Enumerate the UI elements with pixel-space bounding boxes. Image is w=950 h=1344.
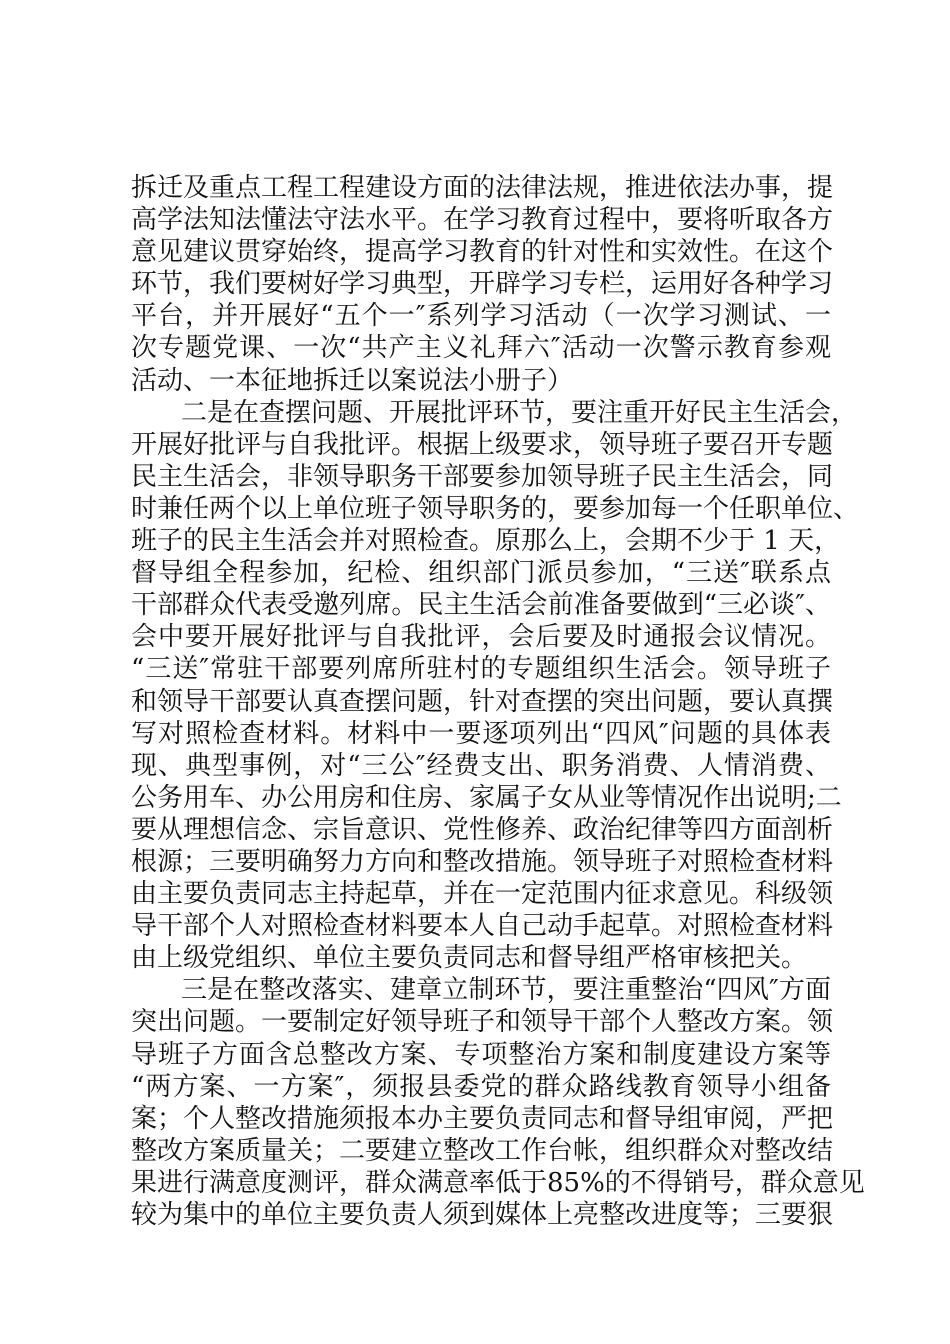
text-line: 环节，我们要树好学习典型，开辟学习专栏，运用好各种学习 <box>131 269 834 300</box>
text-line: 活动、一本征地拆迁以案说法小册子） <box>131 365 574 396</box>
text-line: 民主生活会，非领导职务干部要参加领导班子民主生活会，同 <box>131 461 834 492</box>
text-line: 现、典型事例，对“三公″经费支出、职务消费、人情消费、 <box>131 750 831 781</box>
text-line: 导班子方面含总整改方案、专项整治方案和制度建设方案等 <box>131 1039 831 1070</box>
text-line: 要从理想信念、宗旨意识、党性修养、政治纪律等四方面剖析 <box>131 814 834 845</box>
text-line: “两方案、一方案″，须报县委党的群众路线教育领导小组备 <box>131 1071 831 1102</box>
text-line: 案；个人整改措施须报本办主要负责同志和督导组审阅，严把 <box>131 1103 834 1134</box>
text-line: 二是在查摆问题、开展批评环节，要注重开好民主生活会， <box>181 397 858 428</box>
text-line: 果进行满意度测评，群众满意率低于85%的不得销号，群众意见 <box>131 1167 865 1198</box>
text-line: 开展好批评与自我批评。根据上级要求，领导班子要召开专题 <box>131 429 834 460</box>
paragraph-2 <box>131 397 860 975</box>
paragraph-1 <box>131 172 834 397</box>
text-line: 三是在整改落实、建章立制环节，要注重整治“四风″方面 <box>181 975 831 1006</box>
text-line: 时兼任两个以上单位班子领导职务的，要参加每一个任职单位、 <box>131 493 860 524</box>
text-line: 根源；三要明确努力方向和整改措施。领导班子对照检查材料 <box>131 846 834 877</box>
text-line: 和领导干部要认真查摆问题，针对查摆的突出问题，要认真撰 <box>131 686 834 717</box>
text-line: 由主要负责同志主持起草，并在一定范围内征求意见。科级领 <box>131 879 834 910</box>
text-line: “三送″常驻干部要列席所驻村的专题组织生活会。领导班子 <box>131 654 831 685</box>
text-line: 整改方案质量关；二要建立整改工作台帐，组织群众对整改结 <box>131 1135 834 1166</box>
text-line: 意见建议贯穿始终，提高学习教育的针对性和实效性。在这个 <box>131 237 834 268</box>
text-line: 写对照检查材料。材料中一要逐项列出“四风″问题的具体表 <box>131 718 831 749</box>
document-body <box>131 172 865 1231</box>
text-line: 会中要开展好批评与自我批评，会后要及时通报会议情况。 <box>131 622 831 653</box>
text-line: 高学法知法懂法守法水平。在学习教育过程中，要将听取各方 <box>131 205 834 236</box>
text-line: 次专题党课、一次“共产主义礼拜六″活动一次警示教育参观 <box>131 333 831 364</box>
text-line: 较为集中的单位主要负责人须到媒体上亮整改进度等；三要狠 <box>131 1200 834 1230</box>
text-line: 督导组全程参加，纪检、组织部门派员参加，“三送″联系点 <box>131 558 831 589</box>
text-line: 拆迁及重点工程工程建设方面的法律法规，推进依法办事，提 <box>131 173 834 203</box>
text-line: 平台，并开展好“五个一″系列学习活动（一次学习测试、一 <box>131 301 831 332</box>
paragraph-3 <box>131 974 865 1231</box>
text-line: 干部群众代表受邀列席。民主生活会前准备要做到“三必谈″、 <box>131 590 831 621</box>
text-line: 突出问题。一要制定好领导班子和领导干部个人整改方案。领 <box>131 1007 834 1038</box>
text-line: 公务用车、办公用房和住房、家属子女从业等情况作出说明;二 <box>131 782 842 813</box>
text-line: 班子的民主生活会并对照检查。原那么上，会期不少于 1 天， <box>131 526 841 557</box>
text-line: 导干部个人对照检查材料要本人自己动手起草。对照检查材料 <box>131 911 834 942</box>
text-line: 由上级党组织、单位主要负责同志和督导组严格审核把关。 <box>131 943 808 974</box>
